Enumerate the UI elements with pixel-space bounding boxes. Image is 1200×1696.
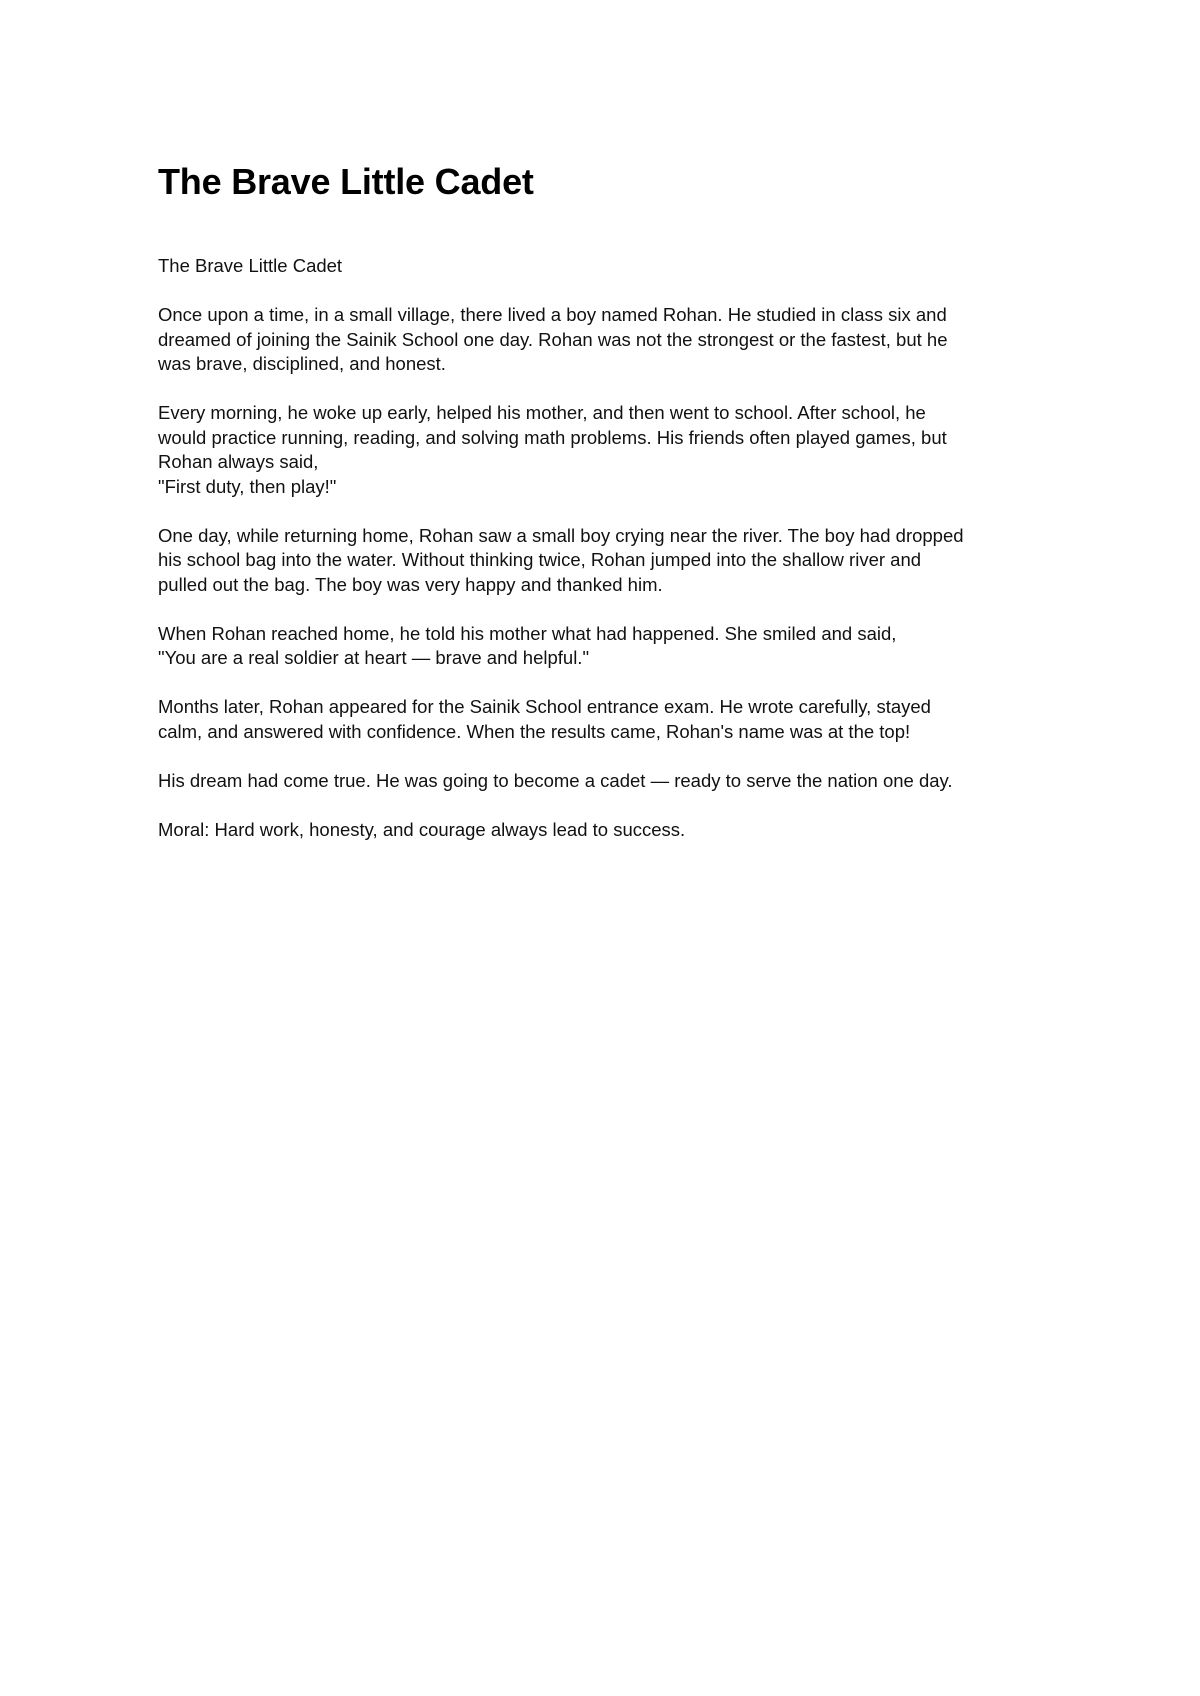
story-subtitle (158, 254, 1058, 279)
paragraph-moral (158, 818, 1058, 843)
document-content (158, 158, 1058, 867)
paragraph-line: his school bag into the water. Without thinking twice, Rohan jumped into the shallow river and (158, 549, 922, 570)
story-subtitle-text: The Brave Little Cadet (158, 255, 343, 276)
paragraph-line: pulled out the bag. The boy was very happy and thanked him. (158, 573, 663, 595)
paragraph-line: Rohan always said, (158, 451, 319, 472)
document-body (158, 254, 1058, 842)
paragraph-line: Months later, Rohan appeared for the Sainik School entrance exam. He wrote carefully, stayed (158, 696, 931, 717)
paragraph-line: His dream had come true. He was going to become a cadet — ready to serve the nation one day. (158, 769, 953, 791)
paragraph-exam (158, 695, 1058, 744)
paragraph-intro (158, 303, 1058, 377)
paragraph-line: would practice running, reading, and solving math problems. His friends often played games, but (158, 426, 947, 448)
moral-line: Moral: Hard work, honesty, and courage always lead to success. (158, 818, 686, 840)
paragraph-line: was brave, disciplined, and honest. (158, 353, 446, 374)
paragraph-line: When Rohan reached home, he told his mother what had happened. She smiled and said, (158, 622, 897, 644)
quote-line: "You are a real soldier at heart — brave and helpful." (158, 647, 590, 668)
paragraph-line: dreamed of joining the Sainik School one day. Rohan was not the strongest or the fastest, but he (158, 328, 948, 350)
quote-line: "First duty, then play!" (158, 475, 337, 497)
paragraph-line: One day, while returning home, Rohan saw a small boy crying near the river. The boy had dropped (158, 524, 964, 546)
paragraph-line: Once upon a time, in a small village, there lived a boy named Rohan. He studied in class six and (158, 304, 947, 325)
paragraph-routine (158, 401, 1058, 499)
document-title: The Brave Little Cadet (158, 161, 534, 202)
paragraph-line: Every morning, he woke up early, helped his mother, and then went to school. After school, he (158, 402, 926, 423)
paragraph-line: calm, and answered with confidence. When the results came, Rohan's name was at the top! (158, 720, 911, 742)
paragraph-dream (158, 769, 1058, 794)
paragraph-river (158, 524, 1058, 598)
paragraph-home (158, 622, 1058, 671)
